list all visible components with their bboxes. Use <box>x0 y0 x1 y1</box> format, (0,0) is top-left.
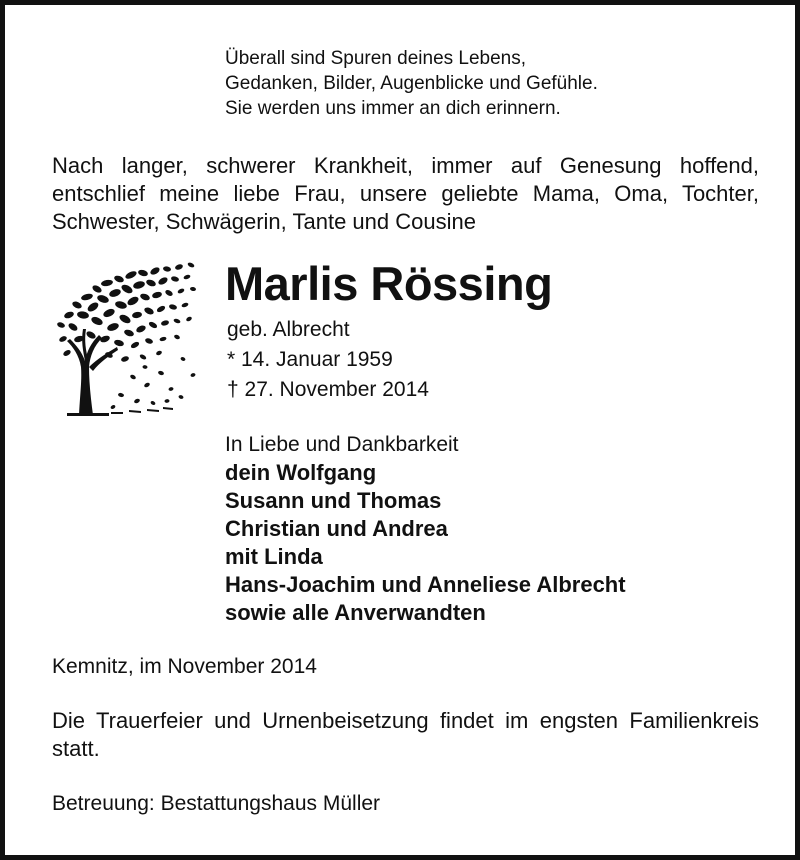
mourner-name: Susann und Thomas <box>225 488 442 513</box>
poem-line: Gedanken, Bilder, Augenblicke und Gefühle. <box>225 73 598 94</box>
windblown-tree-icon <box>49 255 199 420</box>
deceased-details <box>227 315 429 405</box>
poem <box>225 46 598 121</box>
birth-date: * 14. Januar 1959 <box>227 348 393 371</box>
intro-text: Nach langer, schwerer Krankheit, immer auf Genesung hoffend, entschlief meine liebe Frau, unsere geliebte Mama, Oma, Tochter, Schwester, Schwägerin, Tante und Cousine <box>52 153 759 234</box>
place-date: Kemnitz, im November 2014 <box>52 655 317 678</box>
mourner-name: sowie alle Anverwandten <box>225 600 486 625</box>
death-date: † 27. November 2014 <box>227 378 429 401</box>
deceased-name: Marlis Rössing <box>225 257 553 310</box>
mourners-heading: In Liebe und Dankbarkeit <box>225 433 459 456</box>
mourner-name: Christian und Andrea <box>225 516 448 541</box>
poem-line: Sie werden uns immer an dich erinnern. <box>225 98 561 119</box>
mourner-name: Hans-Joachim und Anneliese Albrecht <box>225 572 626 597</box>
mourners-block <box>225 431 626 627</box>
maiden-name: geb. Albrecht <box>227 318 350 341</box>
service-notice: Die Trauerfeier und Urnenbeisetzung findet im engsten Familienkreis statt. <box>52 708 759 761</box>
mourners-list <box>225 459 626 627</box>
funeral-home: Betreuung: Bestattungshaus Müller <box>52 792 381 815</box>
poem-line: Überall sind Spuren deines Lebens, <box>225 48 527 69</box>
mourner-name: dein Wolfgang <box>225 460 377 485</box>
mourner-name: mit Linda <box>225 544 323 569</box>
